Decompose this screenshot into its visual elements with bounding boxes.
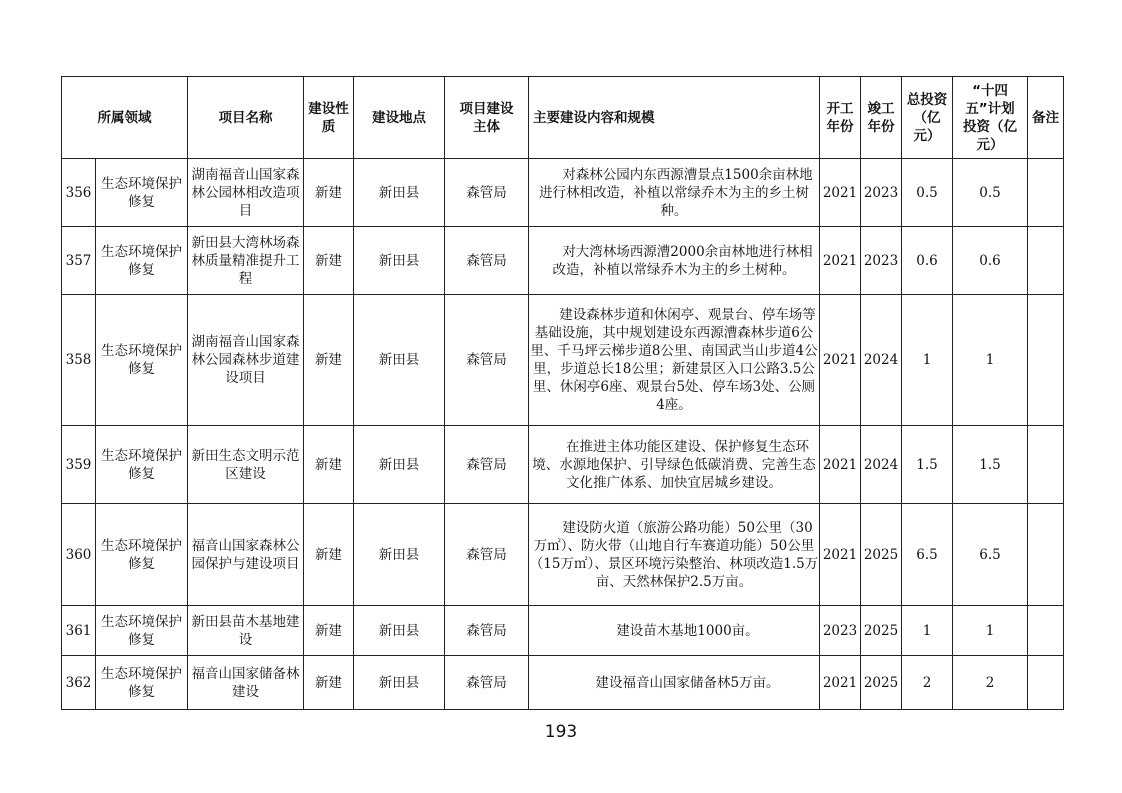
row-number: 356 — [62, 159, 96, 227]
row-total-investment: 1.5 — [902, 426, 953, 504]
row-plan-investment: 1.5 — [953, 426, 1028, 504]
row-content-text: 建设苗木基地1000亩。 — [616, 622, 759, 639]
table-row — [62, 656, 1064, 710]
row-number: 361 — [62, 606, 96, 656]
row-number: 358 — [62, 295, 96, 426]
row-location: 新田县 — [354, 227, 445, 295]
row-start-year: 2021 — [820, 426, 861, 504]
row-owner: 森管局 — [445, 159, 529, 227]
row-owner: 森管局 — [445, 606, 529, 656]
row-number: 362 — [62, 656, 96, 710]
row-total-investment: 2 — [902, 656, 953, 710]
header-plan-investment: “十四五”计划投资（亿元） — [953, 77, 1028, 159]
header-nature: 建设性质 — [304, 77, 354, 159]
row-nature: 新建 — [304, 159, 354, 227]
header-owner: 项目建设主体 — [445, 77, 529, 159]
row-end-year: 2025 — [861, 606, 902, 656]
row-end-year: 2025 — [861, 656, 902, 710]
row-total-investment: 6.5 — [902, 504, 953, 606]
row-owner: 森管局 — [445, 504, 529, 606]
row-remark — [1028, 159, 1064, 227]
row-content-text: 对大湾林场西源漕2000余亩林地进行林相改造，补植以常绿乔木为主的乡土树种。 — [552, 243, 813, 278]
row-start-year: 2021 — [820, 295, 861, 426]
row-remark — [1028, 295, 1064, 426]
row-end-year: 2024 — [861, 295, 902, 426]
row-plan-investment: 6.5 — [953, 504, 1028, 606]
table-header-row — [62, 77, 1064, 159]
row-plan-investment: 2 — [953, 656, 1028, 710]
header-location: 建设地点 — [354, 77, 445, 159]
row-domain: 生态环境保护修复 — [96, 504, 188, 606]
header-project-name: 项目名称 — [188, 77, 304, 159]
project-table — [61, 76, 1064, 710]
row-location: 新田县 — [354, 295, 445, 426]
row-project-name: 新田县大湾林场森林质量精准提升工程 — [188, 227, 304, 295]
row-owner: 森管局 — [445, 227, 529, 295]
row-project-name: 湖南福音山国家森林公园森林步道建设项目 — [188, 295, 304, 426]
row-owner: 森管局 — [445, 295, 529, 426]
row-end-year: 2023 — [861, 159, 902, 227]
header-start-year: 开工年份 — [820, 77, 861, 159]
header-end-year: 竣工年份 — [861, 77, 902, 159]
row-content — [529, 159, 820, 227]
row-nature: 新建 — [304, 656, 354, 710]
table-row — [62, 295, 1064, 426]
table-row — [62, 227, 1064, 295]
row-project-name: 新田县苗木基地建设 — [188, 606, 304, 656]
header-remark: 备注 — [1028, 77, 1064, 159]
row-location: 新田县 — [354, 504, 445, 606]
header-content: 主要建设内容和规模 — [529, 77, 820, 159]
row-number: 360 — [62, 504, 96, 606]
row-owner: 森管局 — [445, 656, 529, 710]
row-total-investment: 0.5 — [902, 159, 953, 227]
row-total-investment: 0.6 — [902, 227, 953, 295]
row-content — [529, 504, 820, 606]
row-content-text: 建设防火道（旅游公路功能）50公里（30万㎡）、防火带（山地自行车赛道功能）50公里（15万㎡）、景区环境污染整治、林项改造1.5万亩、天然林保护2.5万亩。 — [529, 519, 819, 590]
table-row — [62, 606, 1064, 656]
row-project-name: 福音山国家森林公园保护与建设项目 — [188, 504, 304, 606]
row-remark — [1028, 606, 1064, 656]
table-row — [62, 426, 1064, 504]
row-remark — [1028, 426, 1064, 504]
row-nature: 新建 — [304, 227, 354, 295]
row-owner: 森管局 — [445, 426, 529, 504]
row-project-name: 福音山国家储备林建设 — [188, 656, 304, 710]
header-total-investment: 总投资（亿元） — [902, 77, 953, 159]
row-domain: 生态环境保护修复 — [96, 656, 188, 710]
row-start-year: 2021 — [820, 227, 861, 295]
row-content — [529, 656, 820, 710]
row-domain: 生态环境保护修复 — [96, 159, 188, 227]
row-plan-investment: 0.5 — [953, 159, 1028, 227]
row-total-investment: 1 — [902, 295, 953, 426]
row-location: 新田县 — [354, 159, 445, 227]
row-domain: 生态环境保护修复 — [96, 227, 188, 295]
row-nature: 新建 — [304, 295, 354, 426]
row-start-year: 2021 — [820, 159, 861, 227]
row-plan-investment: 1 — [953, 295, 1028, 426]
row-start-year: 2023 — [820, 606, 861, 656]
row-content-text: 在推进主体功能区建设、保护修复生态环境、水源地保护、引导绿色低碳消费、完善生态文化推广体系、加快宜居城乡建设。 — [532, 438, 816, 491]
page-number: 193 — [544, 722, 578, 742]
row-domain: 生态环境保护修复 — [96, 295, 188, 426]
row-remark — [1028, 227, 1064, 295]
row-start-year: 2021 — [820, 504, 861, 606]
row-remark — [1028, 504, 1064, 606]
row-project-name: 新田生态文明示范区建设 — [188, 426, 304, 504]
row-nature: 新建 — [304, 606, 354, 656]
row-content — [529, 606, 820, 656]
row-content-text: 建设森林步道和休闲亭、观景台、停车场等基础设施，其中规划建设东西源漕森林步道6公里、千马坪云梯步道8公里、南国武当山步道4公里，步道总长18公里；新建景区入口公路3.5公里、休闲亭6座、观景台5处、停车场3处、公厕4座。 — [530, 307, 818, 413]
row-remark — [1028, 656, 1064, 710]
row-start-year: 2021 — [820, 656, 861, 710]
table-row — [62, 159, 1064, 227]
row-end-year: 2025 — [861, 504, 902, 606]
row-end-year: 2024 — [861, 426, 902, 504]
row-content — [529, 227, 820, 295]
row-content — [529, 426, 820, 504]
row-content-text: 建设福音山国家储备林5万亩。 — [595, 674, 780, 691]
row-end-year: 2023 — [861, 227, 902, 295]
row-plan-investment: 1 — [953, 606, 1028, 656]
row-content-text: 对森林公园内东西源漕景点1500余亩林地进行林相改造，补植以常绿乔木为主的乡土树种。 — [539, 166, 813, 219]
row-plan-investment: 0.6 — [953, 227, 1028, 295]
row-number: 357 — [62, 227, 96, 295]
row-domain: 生态环境保护修复 — [96, 606, 188, 656]
row-project-name: 湖南福音山国家森林公园林相改造项目 — [188, 159, 304, 227]
row-domain: 生态环境保护修复 — [96, 426, 188, 504]
row-location: 新田县 — [354, 656, 445, 710]
table-row — [62, 504, 1064, 606]
row-location: 新田县 — [354, 606, 445, 656]
row-content — [529, 295, 820, 426]
row-location: 新田县 — [354, 426, 445, 504]
row-nature: 新建 — [304, 426, 354, 504]
header-domain: 所属领域 — [62, 77, 188, 159]
row-nature: 新建 — [304, 504, 354, 606]
row-number: 359 — [62, 426, 96, 504]
row-total-investment: 1 — [902, 606, 953, 656]
